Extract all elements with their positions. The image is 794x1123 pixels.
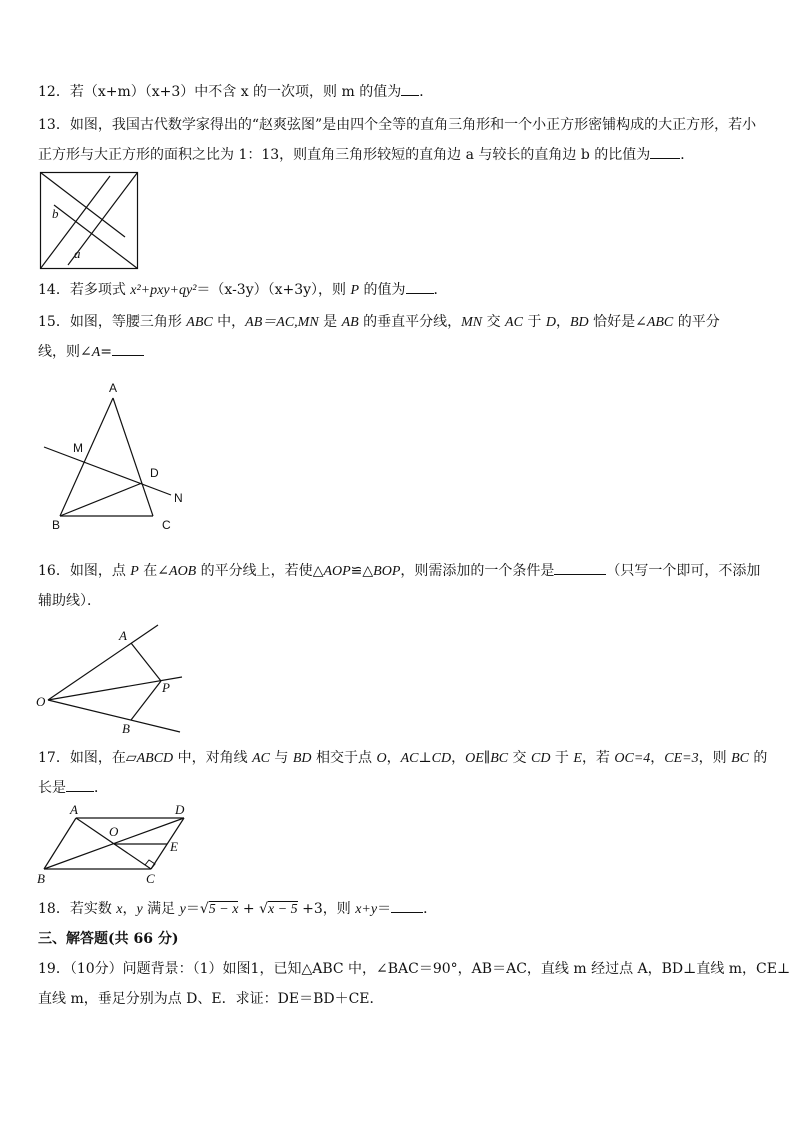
question-17-line1: 17．如图，在▱ABCD 中，对角线 AC 与 BD 相交于点 O，AC⊥CD，OE∥BC 交 CD 于 E，若 OC=4，CE=3，则 BC 的	[38, 750, 768, 766]
label-C: C	[146, 871, 155, 886]
question-14	[38, 275, 758, 306]
label-A: A	[119, 628, 127, 643]
q17-parallelogram-figure	[34, 802, 194, 888]
q17-answer-blank[interactable]	[66, 777, 94, 792]
label-b: b	[52, 206, 59, 221]
sqrt-2: √x − 5	[259, 901, 298, 917]
label-D: D	[175, 802, 185, 817]
q12-answer-blank[interactable]	[401, 81, 419, 96]
question-15-line1: 15．如图，等腰三角形 ABC 中，AB＝AC,MN 是 AB 的垂直平分线，MN 交 AC 于 D，BD 恰好是∠ABC 的平分	[38, 314, 720, 330]
q14-factorization: ＝（x-3y）（x+3y），则	[196, 282, 351, 298]
question-13-line1: 13．如图，我国古代数学家得出的“赵爽弦图”是由四个全等的直角三角形和一个小正方形密铺构成的大正方形，若小	[38, 117, 757, 133]
q15-answer-blank[interactable]	[112, 341, 144, 356]
label-A: A	[70, 802, 78, 817]
ray-OA	[48, 625, 158, 700]
q14-text: 14．若多项式	[38, 282, 131, 298]
q18-answer-blank[interactable]	[391, 898, 423, 913]
q16-answer-blank[interactable]	[554, 560, 606, 575]
section-heading: 三、解答题(共 66 分)	[38, 931, 179, 947]
label-C: C	[162, 518, 171, 532]
segment-BP	[131, 681, 161, 720]
label-N: N	[174, 491, 183, 505]
q14-answer-blank[interactable]	[406, 279, 434, 294]
q14-variable: P	[350, 283, 360, 298]
label-M: M	[73, 441, 83, 455]
label-E: E	[170, 839, 178, 854]
question-17-line2: 长是 ．	[38, 773, 758, 803]
q12-text: 12．若（x+m）（x+3）中不含 x 的一次项，则 m 的值为	[38, 84, 402, 100]
label-A: A	[109, 381, 118, 395]
ray-OB	[48, 700, 180, 732]
q13-zhao-shuang-figure	[40, 172, 140, 270]
side-AC	[113, 398, 153, 516]
question-16-line2: 辅助线）．	[38, 593, 101, 609]
sqrt-1: √5 − x	[199, 901, 239, 917]
question-12	[38, 77, 758, 107]
question-13-line2	[38, 140, 758, 170]
side-AB	[44, 818, 76, 869]
q12-end: ．	[419, 84, 434, 100]
q14-end: ．	[433, 282, 448, 298]
q13-end: ．	[680, 147, 695, 163]
label-B: B	[52, 518, 61, 532]
label-B: B	[37, 871, 45, 886]
label-a: a	[74, 246, 81, 261]
label-B: B	[122, 721, 130, 736]
label-D: D	[150, 466, 159, 480]
label-O: O	[109, 824, 119, 839]
q16-angle-figure	[34, 620, 194, 740]
question-19-line2: 直线 m，垂足分别为点 D、E．求证：DE＝BD＋CE．	[38, 991, 384, 1007]
question-18: 18．若实数 x，y 满足 y＝√5 − x + √x − 5 +3，则 x+y＝ ．	[38, 894, 758, 925]
q14-tail: 的值为	[359, 282, 406, 298]
q15-triangle-figure	[40, 378, 200, 538]
label-P: P	[162, 680, 170, 695]
q13-text: 正方形与大正方形的面积之比为 1：13，则直角三角形较短的直角边 a 与较长的直角边 b 的比值为	[38, 147, 651, 163]
question-16-line1: 16．如图，点 P 在∠AOB 的平分线上，若使△AOP≌△BOP，则需添加的一个条件是 （只写一个即可，不添加	[38, 556, 758, 587]
question-19-line1: 19．（10分）问题背景：（1）如图1，已知△ABC 中，∠BAC＝90°，AB＝AC，直线 m 经过点 A，BD⊥直线 m，CE⊥	[38, 961, 791, 977]
segment-AP	[131, 643, 161, 681]
label-O: O	[36, 694, 46, 709]
q13-answer-blank[interactable]	[650, 144, 680, 159]
q14-polynomial: x²+pxy+qy²	[130, 283, 197, 298]
question-15-line2: 线，则∠A=	[38, 337, 758, 368]
